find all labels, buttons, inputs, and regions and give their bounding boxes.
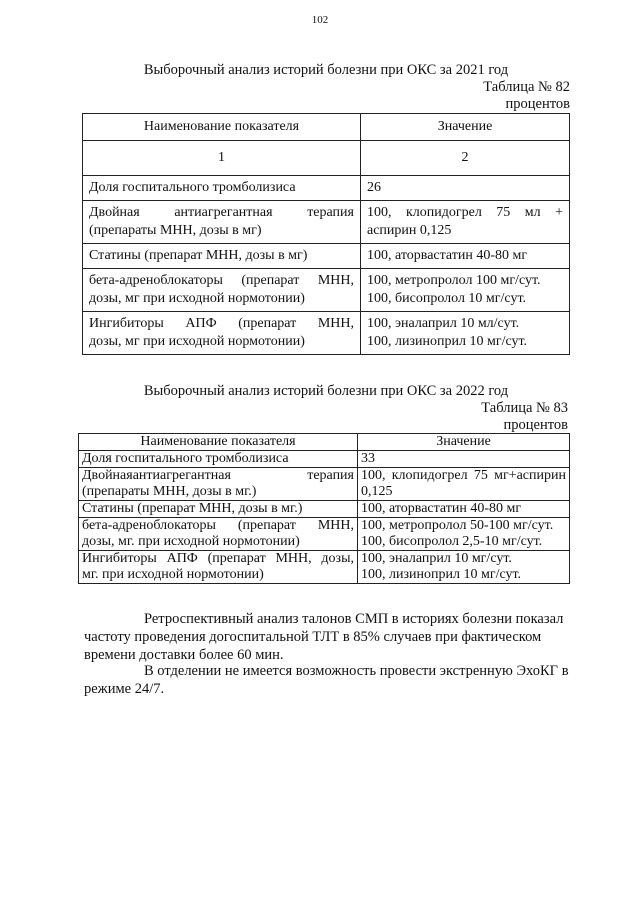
table2-row5-value: [358, 551, 570, 584]
table1-header-value: Значение: [361, 114, 570, 141]
word: клопидогрел: [405, 205, 482, 220]
table-row: [83, 312, 570, 355]
cell-line-spread: [367, 204, 563, 222]
cell-line: Статины (препарат МНН, дозы в мг.): [82, 501, 303, 516]
cell-line: 33: [361, 451, 375, 466]
cell-line-spread: [82, 551, 354, 567]
cell-line: 26: [367, 180, 381, 195]
cell-line: дозы, мг при исходной нормотонии): [89, 334, 305, 349]
table1-row3-name: [83, 244, 361, 269]
table-row: [79, 501, 570, 518]
table2-row4-value: [358, 518, 570, 551]
table-row: [79, 468, 570, 501]
table2-row1-name: [79, 451, 358, 468]
table1-row2-name: [83, 201, 361, 244]
cell-line-spread: [82, 468, 354, 484]
page-number: 102: [311, 14, 329, 26]
table1-row4-value: [361, 269, 570, 312]
table1-number: Таблица № 82: [483, 79, 570, 95]
table1-row2-value: [361, 201, 570, 244]
table-row: [83, 269, 570, 312]
table1-row1-name: [83, 176, 361, 201]
word: (препарат: [207, 551, 266, 566]
cell-line-spread: [361, 468, 566, 484]
word: МНН,: [275, 551, 312, 566]
cell-line-spread: [89, 272, 354, 290]
table1-row5-value: [361, 312, 570, 355]
word: 100,: [361, 468, 386, 483]
cell-line: 100, метропролол 50-100 мг/сут.: [361, 518, 554, 533]
word: бета-адреноблокаторы: [82, 518, 216, 533]
word: АПФ: [166, 551, 198, 566]
cell-line-spread: [82, 518, 354, 534]
table-row: [83, 201, 570, 244]
cell-line: (препараты МНН, дозы в мг.): [82, 484, 257, 499]
paragraph-line: времени доставки более 60 мин.: [84, 647, 284, 663]
cell-line: 100, метропролол 100 мг/сут.: [367, 273, 541, 288]
table1-colnum-row: [83, 141, 570, 176]
word: мг+аспирин: [494, 468, 566, 483]
cell-line: 100, аторвастатин 40-80 мг: [361, 501, 522, 516]
word: Ингибиторы: [82, 551, 157, 566]
word: антиагрегантная: [174, 205, 273, 220]
cell-line: 0,125: [361, 484, 393, 499]
word: МНН,: [317, 316, 354, 331]
word: Двойная: [89, 205, 140, 220]
cell-line: 100, бисопролол 10 мг/сут.: [367, 291, 527, 306]
table2-header-name: Наименование показателя: [79, 434, 358, 451]
table2-header-value: Значение: [358, 434, 570, 451]
cell-line: (препараты МНН, дозы в мг): [89, 223, 262, 238]
cell-line: 100, аторвастатин 40-80 мг: [367, 248, 528, 263]
word: 75: [496, 205, 511, 220]
cell-line: 100, лизиноприл 10 мг/сут.: [367, 334, 528, 349]
table1-row5-name: [83, 312, 361, 355]
table2-unit: процентов: [503, 417, 568, 433]
cell-line: 100, эналаприл 10 мг/сут.: [361, 551, 512, 566]
cell-line: Доля госпитального тромболизиса: [82, 451, 289, 466]
word: (препарат: [238, 316, 297, 331]
table2-row1-value: [358, 451, 570, 468]
cell-line: 100, лизиноприл 10 мг/сут.: [361, 567, 522, 582]
table2-header-row: [79, 434, 570, 451]
word: дозы,: [321, 551, 354, 566]
table2-row2-value: [358, 468, 570, 501]
table1-header-row: [83, 114, 570, 141]
table-row: [83, 176, 570, 201]
word: терапия: [307, 468, 354, 483]
table1-header-name: Наименование показателя: [83, 114, 361, 141]
cell-line: мг. при исходной нормотонии): [82, 567, 264, 582]
cell-line: дозы, мг при исходной нормотонии): [89, 291, 305, 306]
paragraph-line: В отделении не имеется возможность провести экстренную ЭхоКГ в: [144, 663, 569, 679]
table1-title: Выборочный анализ историй болезни при ОКС за 2021 год: [143, 62, 509, 78]
table1: [82, 113, 570, 355]
table2-row4-name: [79, 518, 358, 551]
table1-row4-name: [83, 269, 361, 312]
word: АПФ: [185, 316, 217, 331]
word: МНН,: [317, 518, 354, 533]
cell-line: дозы, мг. при исходной нормотонии): [82, 534, 300, 549]
table1-colnum-1: 1: [83, 141, 361, 176]
table2-number: Таблица № 83: [481, 400, 568, 416]
table-row: [79, 518, 570, 551]
paragraph-echo: [84, 662, 570, 698]
table-row: [79, 551, 570, 584]
table2-title: Выборочный анализ историй болезни при ОКС за 2022 год: [143, 383, 509, 399]
cell-line: аспирин 0,125: [367, 223, 452, 238]
word: +: [555, 205, 563, 220]
word: бета-адреноблокаторы: [89, 273, 223, 288]
paragraph-line: Ретроспективный анализ талонов СМП в историях болезни показал: [144, 611, 564, 627]
word: мл: [524, 205, 541, 220]
paragraph-line: частоту проведения догоспитальной ТЛТ в 85% случаев при фактическом: [84, 629, 542, 645]
word: клопидогрел: [391, 468, 468, 483]
word: 100,: [367, 205, 392, 220]
cell-line: Статины (препарат МНН, дозы в мг): [89, 248, 308, 263]
table2: [78, 433, 570, 584]
table-row: [79, 451, 570, 468]
table2-row2-name: [79, 468, 358, 501]
cell-line: 100, бисопролол 2,5-10 мг/сут.: [361, 534, 543, 549]
word: терапия: [307, 205, 354, 220]
table1-unit: процентов: [505, 96, 570, 112]
word: Двойнаяантиагрегантная: [82, 468, 231, 483]
cell-line: Доля госпитального тромболизиса: [89, 180, 296, 195]
cell-line: 100, эналаприл 10 мл/сут.: [367, 316, 520, 331]
paragraph-line: режиме 24/7.: [84, 681, 165, 697]
table1-row1-value: [361, 176, 570, 201]
table2-row5-name: [79, 551, 358, 584]
word: Ингибиторы: [89, 316, 164, 331]
word: 75: [473, 468, 488, 483]
cell-line-spread: [89, 204, 354, 222]
paragraph-retrospective: [84, 610, 570, 664]
word: (препарат: [241, 273, 300, 288]
cell-line-spread: [89, 315, 354, 333]
word: МНН,: [317, 273, 354, 288]
word: (препарат: [237, 518, 296, 533]
table-row: [83, 244, 570, 269]
table1-row3-value: [361, 244, 570, 269]
table2-row3-name: [79, 501, 358, 518]
table2-row3-value: [358, 501, 570, 518]
table1-colnum-2: 2: [361, 141, 570, 176]
